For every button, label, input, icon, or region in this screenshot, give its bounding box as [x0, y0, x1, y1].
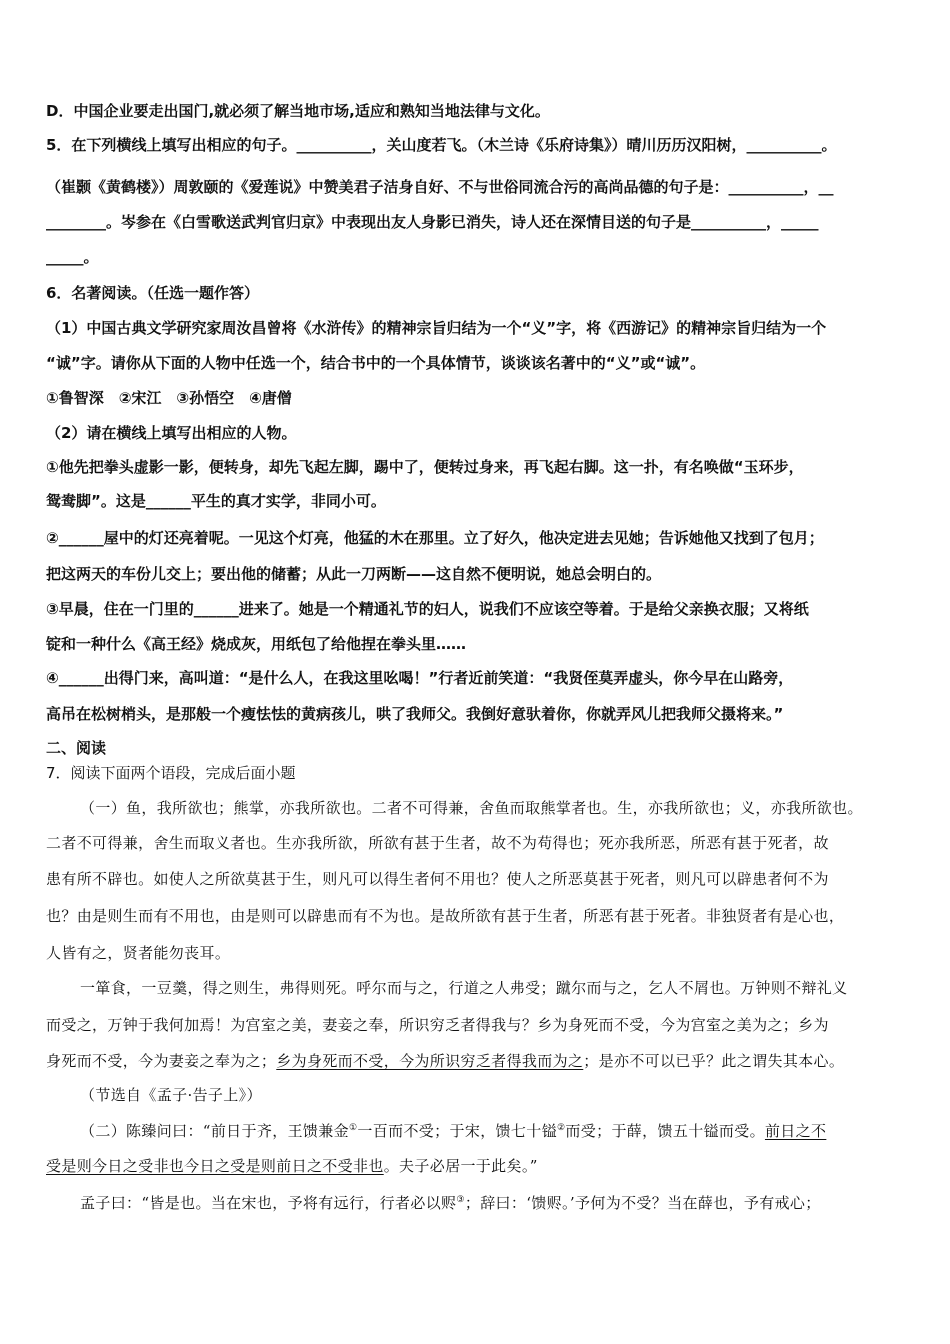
passage-1-line-3: 患有所不辟也。如使人之所欲莫甚于生，则凡可以得生者何不用也？使人之所恶莫甚于死者，则凡可以辟患者何不为: [46, 870, 829, 888]
q6-item-3-line-1: ③早晨，住在一门里的______进来了。她是一个精通礼节的妇人，说我们不应该空等着。于是给父亲换衣服；又将纸: [46, 600, 809, 618]
passage-1-line-7: 而受之，万钟于我何加焉！为宫室之美，妻妾之奉，所识穷乏者得我与？乡为身死而不受，今为宫室之美为之；乡为: [46, 1016, 829, 1034]
passage-1-line-5: 人皆有之，贤者能勿丧耳。: [46, 944, 231, 962]
passage-1-line-8: [46, 1050, 844, 1072]
q6-options: ①鲁智深 ②宋江 ③孙悟空 ④唐僧: [46, 389, 292, 407]
q6-item-3-line-2: 锭和一种什么《高王经》烧成灰，用纸包了给他捏在拳头里……: [46, 635, 467, 653]
passage-2-line-1: [80, 1120, 826, 1142]
passage-2-text: （二）陈臻问曰：“前日于齐，王馈兼金: [80, 1122, 349, 1140]
passage-2-line-3: [80, 1192, 821, 1214]
underlined-sentence: 乡为身死而不受，今为所识穷乏者得我而为之: [276, 1052, 584, 1070]
option-d-letter: D．: [46, 102, 74, 120]
q6-part2-heading: （2）请在横线上填写出相应的人物。: [46, 424, 297, 442]
passage-1-line-4: 也？由是则生而有不用也，由是则可以辟患而有不为也。是故所欲有甚于生者，所恶有甚于死者。非独贤者有是心也，: [46, 907, 845, 925]
q6-item-4-line-1: ④______出得门来，高叫道：“是什么人，在我这里吆喝！”行者近前笑道：“我贤侄莫弄虚头，你今早在山路旁，: [46, 669, 794, 687]
q7-heading: 7．阅读下面两个语段，完成后面小题: [46, 764, 296, 782]
passage-2-text: 一百而不受；于宋，馈七十镒: [357, 1122, 557, 1140]
line-8-text-end: ；是亦不可以已乎？此之谓失其本心。: [583, 1052, 845, 1070]
passage-2-text: 而受；于薛，馈五十镒而受。: [565, 1122, 765, 1140]
footnote-marker-1: ①: [348, 1123, 358, 1133]
q6-part1-line-2: “诚”字。请你从下面的人物中任选一个，结合书中的一个具体情节，谈谈该名著中的“义”或“诚”。: [46, 354, 706, 372]
passage-1-source: （节选自《孟子·告子上》）: [80, 1086, 262, 1104]
passage-1-line-2: 二者不可得兼，舍生而取义者也。生亦我所欲，所欲有甚于生者，故不为苟得也；死亦我所恶，所恶有甚于死者，故: [46, 834, 829, 852]
footnote-marker-3: ③: [456, 1195, 465, 1205]
passage-1-line-1: （一）鱼，我所欲也；熊掌，亦我所欲也。二者不可得兼，舍鱼而取熊掌者也。生，亦我所欲也；义，亦我所欲也。: [80, 799, 863, 817]
q6-item-2-line-2: 把这两天的车份儿交上；要出他的储蓄；从此一刀两断——这自然不便明说，她总会明白的。: [46, 565, 662, 583]
section-2-heading: 二、阅读: [46, 739, 107, 757]
passage-2-text: ；辞曰：‘馈赆。’予何为不受？当在薛也，予有戒心；: [464, 1194, 821, 1212]
q4-option-d: [46, 100, 550, 122]
q6-item-1-line-1: ①他先把拳头虚影一影，便转身，却先飞起左脚，踢中了，便转过身来，再飞起右脚。这一扑，有名唤做“玉环步，: [46, 458, 804, 476]
q6-heading: 6．名著阅读。（任选一题作答）: [46, 284, 259, 302]
q6-item-4-line-2: 高吊在松树梢头，是那般一个瘦怯怯的黄病孩儿，哄了我师父。我倒好意驮着你，你就弄风儿把我师父摄将来。”: [46, 705, 784, 723]
passage-1-line-6: 一箪食，一豆羹，得之则生，弗得则死。呼尔而与之，行道之人弗受；蹴尔而与之，乞人不屑也。万钟则不辩礼义: [80, 979, 848, 997]
underlined-sentence: 受是则今日之受非也今日之受是则前日之不受非也: [46, 1157, 384, 1175]
footnote-marker-2: ②: [556, 1123, 566, 1133]
passage-2-text: 。夫子必居一于此矣。”: [383, 1157, 538, 1175]
q5-line-4: _____。: [46, 248, 99, 266]
q6-part1-line-1: （1）中国古典文学研究家周汝昌曾将《水浒传》的精神宗旨归结为一个“义”字，将《西游记》的精神宗旨归结为一个: [46, 319, 827, 337]
line-8-text-start: 身死而不受，今为妻妾之奉为之；: [46, 1052, 277, 1070]
q5-line-2: （崔颢《黄鹤楼》）周敦颐的《爱莲说》中赞美君子洁身自好、不与世俗同流合污的高尚品德的句子是：__________，__: [46, 178, 834, 196]
q6-item-1-line-2: 鸳鸯脚”。这是______平生的真才实学，非同小可。: [46, 492, 386, 510]
underlined-sentence: 前日之不: [764, 1122, 827, 1140]
option-d-text: 中国企业要走出国门,就必须了解当地市场,适应和熟知当地法律与文化。: [73, 102, 550, 120]
q5-line-3: ________。岑参在《白雪歌送武判官归京》中表现出友人身影已消失，诗人还在深情目送的句子是__________，_____: [46, 213, 819, 231]
passage-2-line-2: [46, 1155, 538, 1177]
passage-2-text: 孟子曰：“皆是也。当在宋也，予将有远行，行者必以赆: [80, 1194, 457, 1212]
q6-item-2-line-1: ②______屋中的灯还亮着呢。一见这个灯亮，他猛的木在那里。立了好久，他决定进去见她；告诉她他又找到了包月；: [46, 529, 824, 547]
q5-line-1: 5．在下列横线上填写出相应的句子。__________，关山度若飞。（木兰诗《乐府诗集》）晴川历历汉阳树，__________。: [46, 136, 837, 154]
